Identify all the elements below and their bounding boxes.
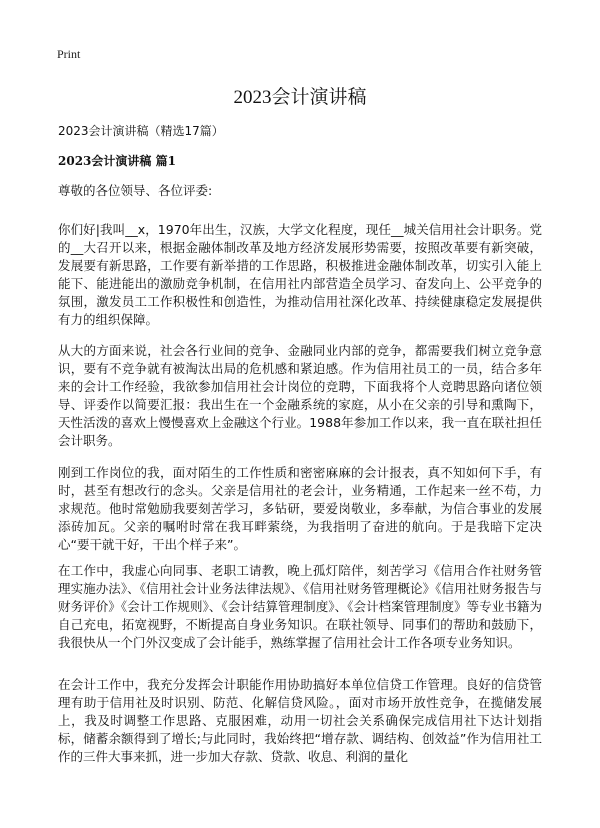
document-title: 2023会计演讲稿 [233,87,367,108]
paragraph-2: 从大的方面来说，社会各行业间的竞争、金融同业内部的竞争，都需要我们树立竞争意识，要有不竞争就有被淘汰出局的危机感和紧迫感。作为信用社员工的一员，结合多年来的会计工作经验，我欲参加信用社会计岗位的竞聘，下面我将个人竞聘思路向诸位领导、评委作以简要汇报：我出生在一个金融系统的家庭，从小在父亲的引导和熏陶下，天性活泼的喜欢上慢慢喜欢上金融这个行业。1988年参加工作以来，我一直在联社担任会计职务。 [58,342,542,448]
print-label[interactable]: Print [57,47,81,61]
document-subtitle: 2023会计演讲稿（精选17篇） [58,124,224,138]
paragraph-5: 在会计工作中，我充分发挥会计职能作用协助搞好本单位信贷工作管理。良好的信贷管理有助于信用社及时识别、防范、化解信贷风险。，面对市场开放性竞争，在揽储发展上，我及时调整工作思路、克服困难，动用一切社会关系确保完成信用社下达计划指标，储蓄余额得到了增长;与此同时，我始终把“增存款、调结构、创效益”作为信用社工作的三件大事来抓，进一步加大存款、贷款、收息、利润的量化 [58,676,542,764]
section-heading: 2023会计演讲稿 篇1 [58,154,176,168]
paragraph-3: 刚到工作岗位的我，面对陌生的工作性质和密密麻麻的会计报表，真不知如何下手，有时，甚至有想改行的念头。父亲是信用社的老会计，业务精通，工作起来一丝不苟，力求规范。他时常勉励我要刻苦学习，多钻研，要爱岗敬业，多奉献，为信合事业的发展添砖加瓦。父亲的嘱咐时常在我耳畔萦绕，为我指明了奋进的航向。于是我暗下定决心“要干就干好，干出个样子来”。 [58,464,542,552]
greeting: 尊敬的各位领导、各位评委: [58,183,213,198]
paragraph-4: 在工作中，我虚心向同事、老职工请教，晚上孤灯陪伴，刻苦学习《信用合作社财务管理实施办法》、《信用社会计业务法律法规》、《信用社财务管理概论》《信用社财务报告与财务评价》《会计工作规则》、《会计结算管理制度》、《会计档案管理制度》等专业书籍为自己充电，拓宽视野，不断提高自身业务知识。在联社领导、同事们的帮助和鼓励下，我很快从一个门外汉变成了会计能手，熟练掌握了信用社会计工作各项专业务知识。 [58,562,542,650]
paragraph-1: 你们好|我叫__x，1970年出生，汉族，大学文化程度，现任__城关信用社会计职务。党的__大召开以来，根据金融体制改革及地方经济发展形势需要，按照改革要有新突破，发展要有新思路，工作要有新举措的工作思路，积极推进金融体制改革，切实引入能上能下、能进能出的激励竞争机制，在信用社内部营造全员学习、奋发向上、公平竞争的氛围，激发员工工作积极性和创造性，为推动信用社深化改革、持续健康稳定发展提供有力的组织保障。 [58,221,542,327]
